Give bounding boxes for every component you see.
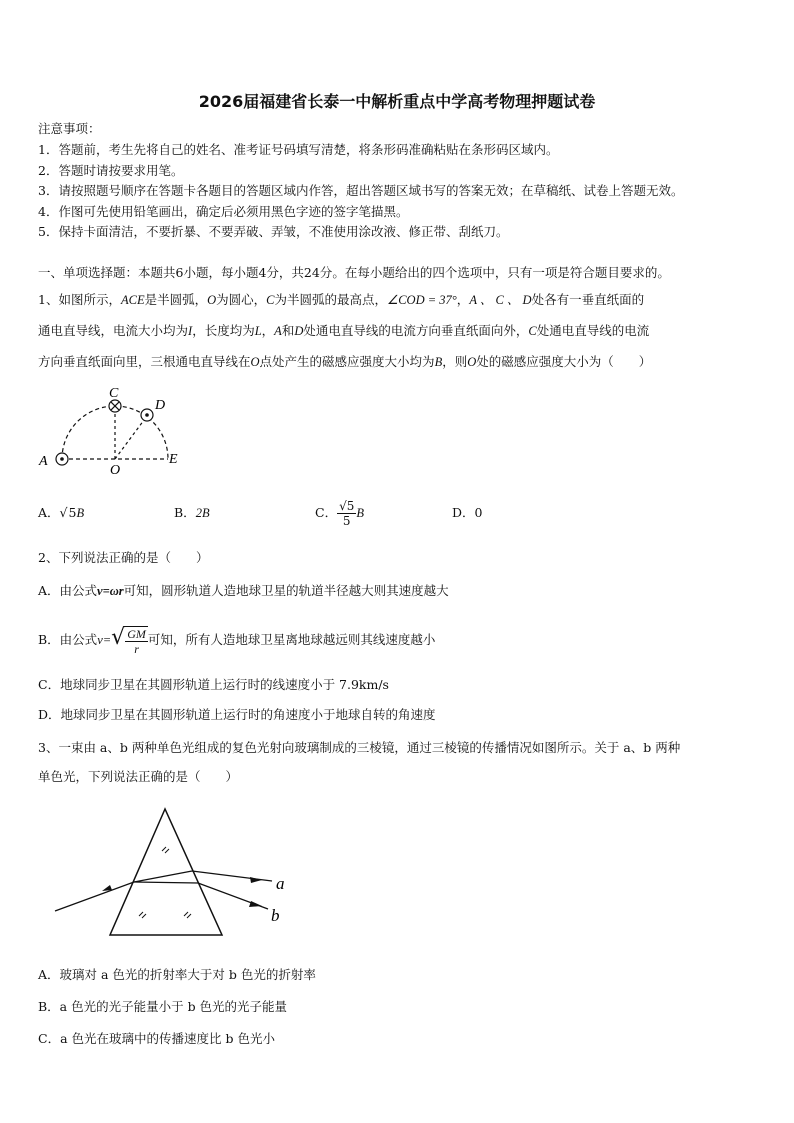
- label-a: a: [276, 874, 285, 893]
- q2-option-b[interactable]: B．由公式v=√ $\frac{GM}{r}$ 可知，所有人造地球卫星离地球越远则其线速度越小: [38, 625, 436, 656]
- label-E: E: [169, 452, 178, 467]
- fraction-gm-r: $\frac{GM}{r}$: [127, 626, 146, 656]
- q1-line-3: 方向垂直纸面向里，三根通电直导线在O点处产生的磁感应强度大小均为B，则O处的磁感应强度大小为（ ）: [38, 354, 652, 369]
- q1-line-1: 1、如图所示，ACE是半圆弧，O为圆心，C为半圆弧的最高点，∠COD = 37°，A 、 C 、 D处各有一垂直纸面的: [38, 292, 645, 307]
- wire-a-out-icon: [56, 453, 68, 465]
- notice-item-2: 2．答题时请按要求用笔。: [38, 163, 184, 178]
- notice-item-5: 5．保持卡面清洁，不要折暴、不要弄破、弄皱，不准使用涂改液、修正带、刮纸刀。: [38, 224, 509, 239]
- wire-d-out-icon: [141, 409, 153, 421]
- q2-option-c[interactable]: C．地球同步卫星在其圆形轨道上运行时的线速度小于 7.9km/s: [38, 677, 389, 692]
- q1-semicircle-figure: [35, 378, 195, 478]
- q3-prism-figure: [50, 805, 300, 940]
- label-C: C: [109, 386, 119, 401]
- radius-od: [115, 416, 147, 459]
- label-O: O: [110, 463, 121, 478]
- notice-item-3: 3．请按照题号顺序在答题卡各题目的答题区域内作答，超出答题区域书写的答案无效；在草稿纸、试卷上答题无效。: [38, 183, 684, 198]
- q1-option-a[interactable]: A．√5B: [38, 505, 85, 520]
- label-b: b: [271, 906, 280, 925]
- q3-line-2: 单色光，下列说法正确的是（ ）: [38, 769, 239, 784]
- q1-option-b[interactable]: B．2B: [174, 505, 210, 520]
- fraction: $\frac{√5}{5}$: [339, 499, 355, 528]
- label-A: A: [39, 454, 48, 469]
- q2-option-d[interactable]: D．地球同步卫星在其圆形轨道上运行时的角速度小于地球自转的角速度: [38, 707, 436, 722]
- q2-stem: 2、下列说法正确的是（ ）: [38, 550, 209, 565]
- q2-option-a[interactable]: A．由公式v=ωr可知，圆形轨道人造地球卫星的轨道半径越大则其速度越大: [38, 583, 449, 598]
- exit-arrow-b-icon: [249, 901, 262, 907]
- notice-item-1: 1．答题前，考生先将自己的姓名、准考证号码填写清楚，将条形码准确粘贴在条形码区域内。: [38, 142, 559, 157]
- wire-c-in-icon: [109, 400, 121, 412]
- label-D: D: [155, 398, 166, 413]
- exit-arrow-a-icon: [250, 877, 262, 883]
- q1-line-2: 通电直导线，电流大小均为I，长度均为L，A和D处通电直导线的电流方向垂直纸面向外，C处通电直导线的电流: [38, 323, 650, 338]
- page-title: 2026届福建省长泰一中解析重点中学高考物理押题试卷: [198, 92, 596, 111]
- section-heading: 一、单项选择题：本题共6小题，每小题4分，共24分。在每小题给出的四个选项中，只有一项是符合题目要求的。: [38, 265, 670, 280]
- q3-option-a[interactable]: A．玻璃对 a 色光的折射率大于对 b 色光的折射率: [38, 967, 316, 982]
- q1-option-c[interactable]: C． $\frac{√5}{5}$ B: [315, 499, 365, 528]
- incident-arrow-icon: [102, 885, 112, 891]
- q3-option-b[interactable]: B．a 色光的光子能量小于 b 色光的光子能量: [38, 999, 288, 1014]
- notice-item-4: 4．作图可先使用铅笔画出，确定后必须用黑色字迹的签字笔描黑。: [38, 204, 409, 219]
- q1-option-d[interactable]: D．0: [452, 505, 483, 520]
- q3-line-1: 3、一束由 a、b 两种单色光组成的复色光射向玻璃制成的三棱镜，通过三棱镜的传播情况如图所示。关于 a、b 两种: [38, 740, 681, 755]
- q3-option-c[interactable]: C．a 色光在玻璃中的传播速度比 b 色光小: [38, 1031, 275, 1046]
- notice-heading: 注意事项：: [38, 121, 101, 136]
